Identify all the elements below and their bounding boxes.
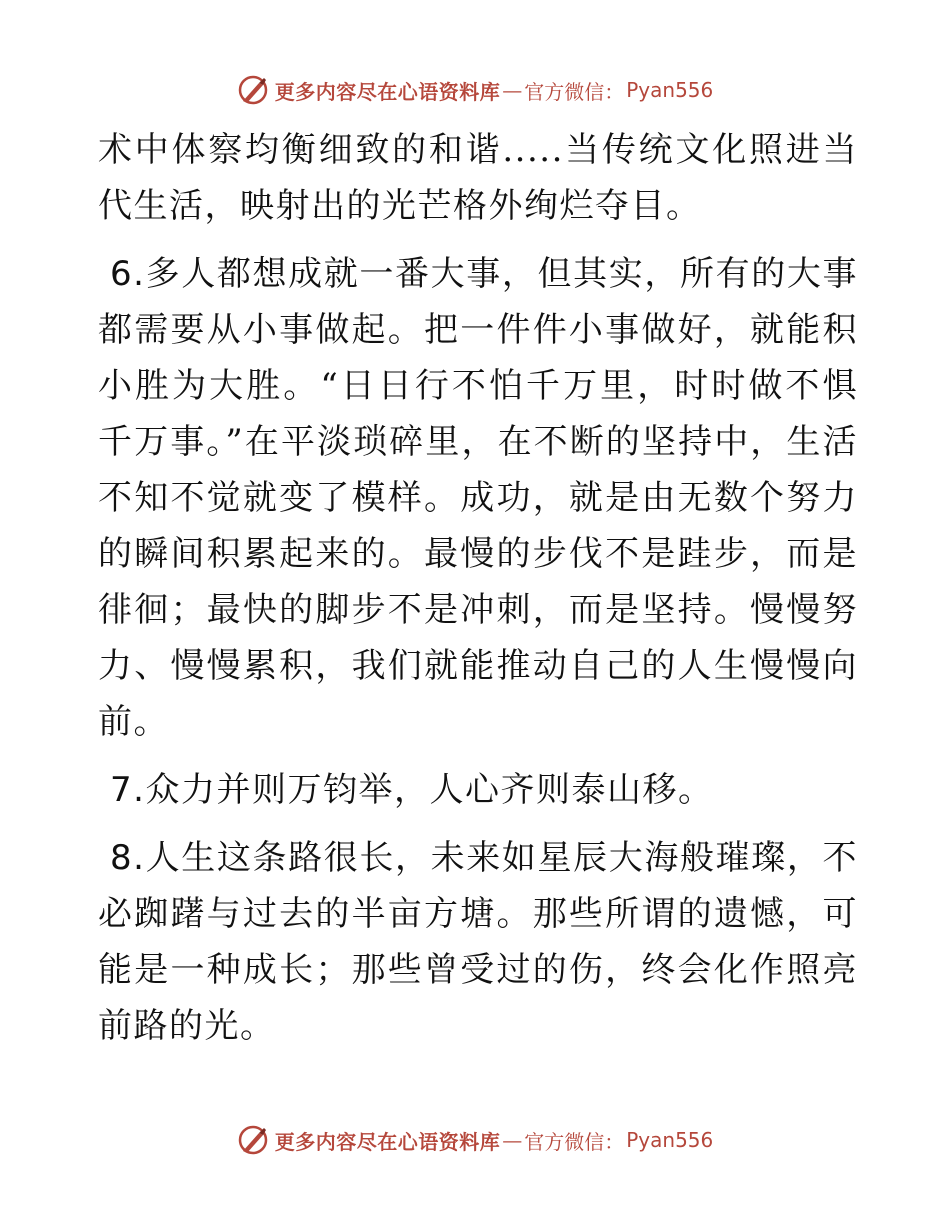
footer-wechat-label: 官方微信： xyxy=(524,1129,625,1154)
paragraph-7 xyxy=(98,762,858,818)
pen-logo-icon xyxy=(237,1124,269,1156)
paragraph-8 xyxy=(98,830,858,1054)
header-wechat-id: Pyan556 xyxy=(626,78,714,102)
footer-watermark xyxy=(0,1120,950,1160)
paragraph-number: 7. xyxy=(110,770,146,810)
header-watermark-text xyxy=(275,76,714,105)
header-wechat-label: 官方微信： xyxy=(524,79,625,104)
document-body xyxy=(98,122,858,1054)
paragraph-text: 术中体察均衡细致的和谐.....当传统文化照进当代生活，映射出的光芒格外绚烂夺目。 xyxy=(98,130,858,226)
paragraph-text: 人生这条路很长，未来如星辰大海般璀璨，不必踟躇与过去的半亩方塘。那些所谓的遗憾，可能是一种成长；那些曾受过的伤，终会化作照亮前路的光。 xyxy=(98,838,858,1046)
paragraph-number: 8. xyxy=(110,838,146,878)
footer-watermark-title: 更多内容尽在心语资料库 xyxy=(274,1129,501,1154)
paragraph-6 xyxy=(98,246,858,750)
footer-wechat-id: Pyan556 xyxy=(626,1128,714,1152)
header-watermark-dash: — xyxy=(502,78,523,102)
header-watermark-title: 更多内容尽在心语资料库 xyxy=(274,79,501,104)
footer-watermark-dash: — xyxy=(502,1128,523,1152)
footer-watermark-text xyxy=(275,1126,714,1155)
paragraph-number: 6. xyxy=(110,254,146,294)
header-watermark xyxy=(0,70,950,110)
pen-logo-icon xyxy=(237,74,269,106)
paragraph-continuation xyxy=(98,122,858,234)
paragraph-text: 众力并则万钧举，人心齐则泰山移。 xyxy=(145,770,714,810)
paragraph-text: 多人都想成就一番大事，但其实，所有的大事都需要从小事做起。把一件件小事做好，就能积小胜为大胜。“日日行不怕千万里，时时做不惧千万事。”在平淡琐碎里，在不断的坚持中，生活不知不觉就变了模样。成功，就是由无数个努力的瞬间积累起来的。最慢的步伐不是跬步，而是徘徊；最快的脚步不是冲刺，而是坚持。慢慢努力、慢慢累积，我们就能推动自己的人生慢慢向前。 xyxy=(98,254,858,742)
